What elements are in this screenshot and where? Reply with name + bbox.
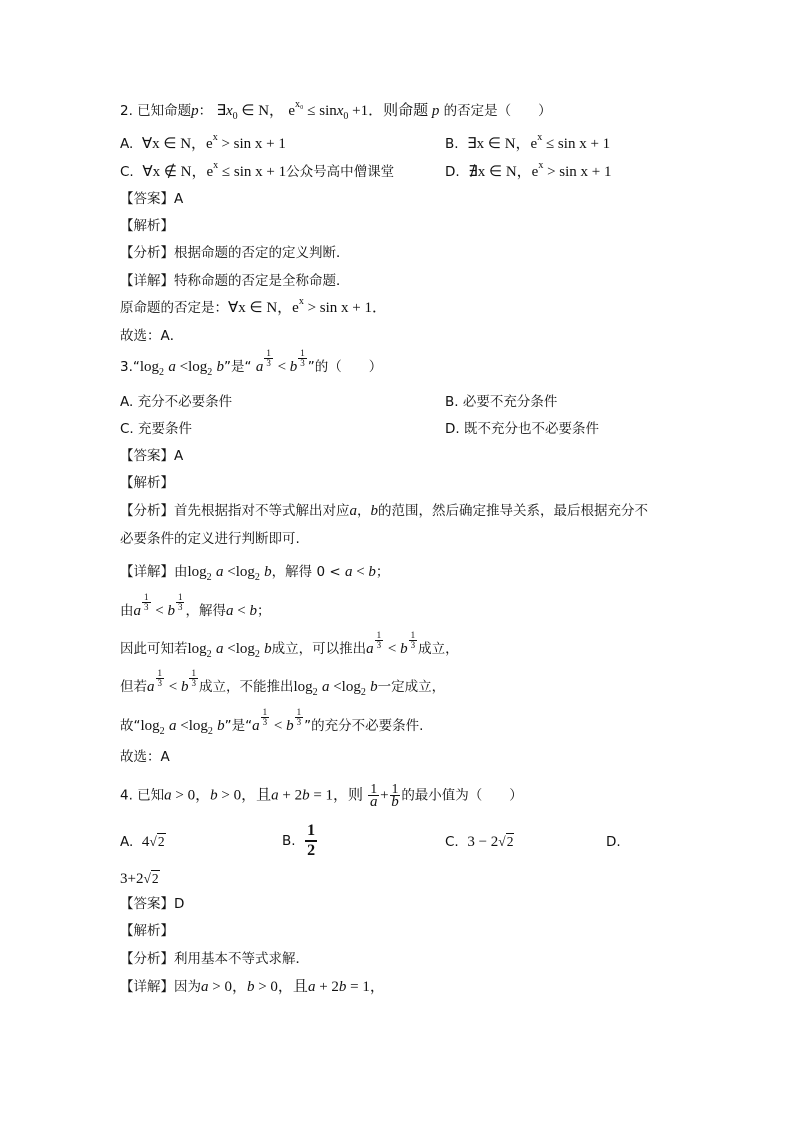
q2-xiangjie: 【详解】特称命题的否定是全称命题． [120,273,350,289]
q3-step-not-implies: 但若a $\frac{1}{3}$ < b $\frac{1}{3}$ 成立，不能推出$\log_2 a <\log_2$ b一定成立， [120,667,446,698]
q3-option-c: C. 充要条件 [120,421,193,437]
q3-answer: 【答案】A [120,448,184,464]
q3-step-power: 由a $\frac{1}{3}$ < b $\frac{1}{3}$ ，解得a < b； [120,591,271,619]
q4-fenxi: 【分析】利用基本不等式求解． [120,951,309,967]
q2-solution-line: 原命题的否定是：∀x ∈ N，$e^x > \sin x + 1$． [120,296,388,316]
q2-option-b: B. ∃x ∈ N，$e^x \le \sin x + 1$ [445,132,611,152]
q2-answer: 【答案】A [120,191,184,207]
q3-option-b: B. 必要不充分条件 [445,394,558,410]
q3-fenxi-line1: 【分析】首先根据指对不等式解出对应a，b的范围，然后确定推导关系，最后根据充分不 [120,503,648,519]
q2-option-c: C. ∀x ∉ N，$e^x \le \sin x + 1$公众号高中僧课堂 [120,160,395,180]
q4-option-d-value: 3+2√2 [120,871,159,887]
q2-option-d: D. ∄x ∈ N，$e^x > \sin x + 1$ [445,160,612,180]
q4-stem: 4. 已知a > 0，b > 0，且a + 2b = 1，则 $\frac{1}{a}$ + $\frac{1}{b}$ 的最小值为（ ） [120,781,523,810]
q4-xiangjie: 【详解】因为a > 0，b > 0，且a + 2b = 1， [120,979,385,995]
q3-option-d: D. 既不充分也不必要条件 [445,421,599,437]
q2-stem: 2. 已知命题p： $\exists x_0$ ∈ N， $e^{x_0} \le \sin x_0 +1$．则命题 p 的否定是（ ） [120,99,552,122]
q2-conclusion: 故选：A． [120,328,184,344]
q3-conclusion-line: 故“$\log_2$ $a <\log_2$ b”是“a $\frac{1}{3}$ < b $\frac{1}{3}$ ”的充分不必要条件. [120,706,424,737]
q3-fenxi-line2: 必要条件的定义进行判断即可. [120,531,300,547]
q4-option-d-label: D. [606,834,621,850]
q3-analysis-heading: 【解析】 [120,475,174,491]
q4-analysis-heading: 【解析】 [120,923,174,939]
q2-analysis-heading: 【解析】 [120,218,174,234]
q4-answer: 【答案】D [120,896,185,912]
q3-step-implies: 因此可知若$\log_2 a <\log_2$ b成立，可以推出a $\frac{1}{3}$ < b $\frac{1}{3}$ 成立， [120,629,459,660]
q3-final: 故选：A [120,749,170,765]
q4-option-b: B. $\frac{1}{2}$ [282,822,316,859]
q3-stem: $3.“\log_2$ $a <\log_2$ b”是“ a $\frac{1}{3}$ < b $\frac{1}{3}$ ”的（ ） [120,347,383,378]
q2-fenxi: 【分析】根据命题的否定的定义判断． [120,245,350,261]
q3-xiangjie: 【详解】由$\log_2 a <\log_2$ b，解得 0 < a < b； [120,564,390,583]
q3-option-a: A. 充分不必要条件 [120,394,233,410]
watermark-text: 公众号高中僧课堂 [286,164,395,180]
q2-option-a: A. ∀x ∈ N，$e^x > \sin x + 1$ [120,132,286,152]
q4-option-a: A. 4√2 [120,834,165,850]
q4-option-c: C. 3 − 2√2 [445,834,514,850]
